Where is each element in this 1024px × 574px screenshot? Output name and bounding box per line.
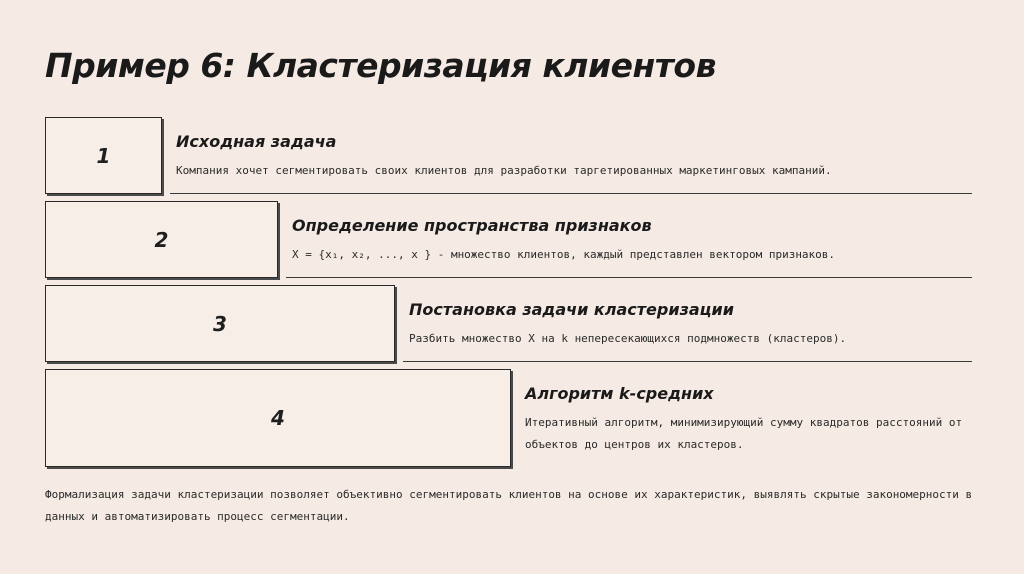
step-4-number-box — [45, 369, 511, 467]
step-3-number: 3 — [213, 311, 227, 336]
step-4-heading: Алгоритм k-средних — [525, 384, 714, 403]
step-3-description: Разбить множество X на k непересекающихся подмножеств (кластеров). — [409, 332, 847, 345]
step-2-description: X = {x₁, x₂, ..., x } - множество клиентов, каждый представлен вектором признаков. — [292, 248, 836, 261]
step-2-divider — [286, 277, 972, 278]
step-3-number-box — [45, 285, 395, 362]
step-3-heading: Постановка задачи кластеризации — [409, 300, 734, 319]
step-1-description: Компания хочет сегментировать своих клиентов для разработки таргетированных маркетинговых кампаний. — [176, 164, 832, 177]
summary-text: Формализация задачи кластеризации позволяет объективно сегментировать клиентов на основе их характеристик, выявлять скрытые закономерности в данных и автоматизировать процесс сегментации. — [45, 488, 973, 523]
step-1-number: 1 — [96, 143, 111, 168]
step-3-divider — [403, 361, 972, 362]
step-2-number: 2 — [154, 227, 169, 252]
step-2-number-box — [45, 201, 278, 278]
step-1-number-box — [45, 117, 162, 194]
step-2-heading: Определение пространства признаков — [292, 216, 652, 235]
page-title: Пример 6: Кластеризация клиентов — [45, 46, 716, 85]
step-4-description: Итеративный алгоритм, минимизирующий сумму квадратов расстояний от объектов до центров их кластеров. — [525, 416, 963, 451]
step-1-divider — [170, 193, 972, 194]
step-1-heading: Исходная задача — [176, 132, 337, 151]
step-4-number: 4 — [271, 406, 285, 430]
